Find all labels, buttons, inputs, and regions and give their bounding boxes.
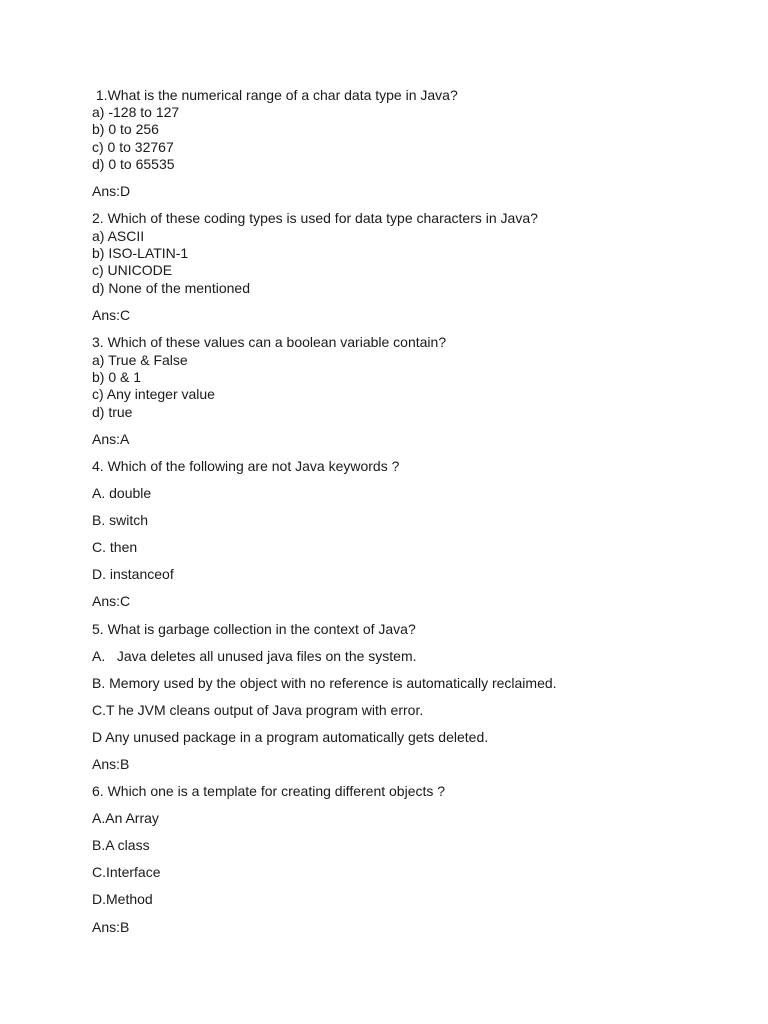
question-4-text: 4. Which of the following are not Java keywords ? [92,458,400,474]
question-1-option-d: d) 0 to 65535 [92,156,175,172]
question-3-text: 3. Which of these values can a boolean variable contain? [92,334,447,350]
question-2-text: 2. Which of these coding types is used for data type characters in Java? [92,210,538,226]
question-3-option-c: c) Any integer value [92,386,215,402]
question-6-option-b: B.A class [92,837,150,853]
question-1-option-c: c) 0 to 32767 [92,139,174,155]
question-3-option-b: b) 0 & 1 [92,369,142,385]
question-2-answer: Ans:C [92,307,131,323]
question-4-option-c: C. then [92,539,138,555]
question-2-option-a: a) ASCII [92,228,145,244]
question-6-option-a: A.An Array [92,810,159,826]
question-2-option-d: d) None of the mentioned [92,280,250,296]
question-5-text: 5. What is garbage collection in the context of Java? [92,621,416,637]
question-5-answer: Ans:B [92,756,130,772]
question-1-option-a: a) -128 to 127 [92,104,180,120]
question-3-answer: Ans:A [92,431,130,447]
question-2-option-b: b) ISO-LATIN-1 [92,245,189,261]
question-6-answer: Ans:B [92,919,130,935]
question-4-option-b: B. switch [92,512,149,528]
question-1-option-b: b) 0 to 256 [92,121,159,137]
question-6-option-d: D.Method [92,891,153,907]
question-6-text: 6. Which one is a template for creating different objects ? [92,783,446,799]
question-5-option-a: A. Java deletes all unused java files on the system. [92,648,417,664]
question-5-option-c: C.T he JVM cleans output of Java program with error. [92,702,424,718]
question-2-option-c: c) UNICODE [92,262,173,278]
question-4-option-a: A. double [92,485,152,501]
question-5-option-d: D Any unused package in a program automatically gets deleted. [92,729,489,745]
question-3-option-a: a) True & False [92,352,188,368]
question-1-answer: Ans:D [92,183,131,199]
question-6-option-c: C.Interface [92,864,161,880]
question-4-option-d: D. instanceof [92,566,174,582]
question-4-answer: Ans:C [92,593,131,609]
question-5-option-b: B. Memory used by the object with no reference is automatically reclaimed. [92,675,557,691]
question-1-text: 1.What is the numerical range of a char data type in Java? [92,87,458,103]
question-3-option-d: d) true [92,404,133,420]
